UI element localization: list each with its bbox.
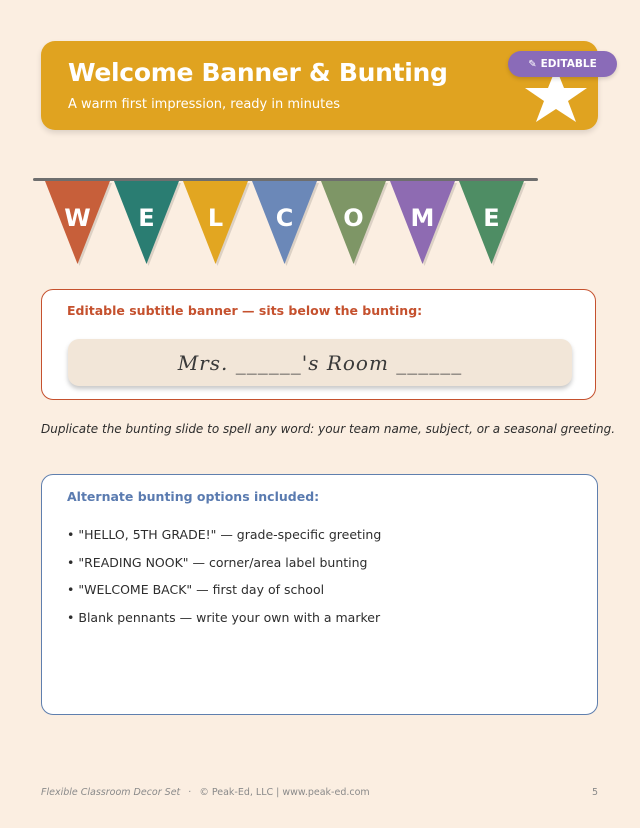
pennant-letter: C xyxy=(275,204,294,232)
subtitle-banner-panel xyxy=(41,289,596,400)
editable-badge-label: EDITABLE xyxy=(540,58,597,70)
footer xyxy=(41,787,370,798)
pennant-letter: O xyxy=(343,204,364,232)
list-item: • "READING NOOK" — corner/area label bunting xyxy=(67,554,368,570)
list-item: • Blank pennants — write your own with a marker xyxy=(67,610,381,626)
pennant-m-5 xyxy=(390,181,457,266)
options-heading: Alternate bunting options included: xyxy=(67,489,320,504)
list-item-text: "HELLO, 5TH GRADE!" — grade-specific greeting xyxy=(78,527,382,542)
list-item: • "HELLO, 5TH GRADE!" — grade-specific greeting xyxy=(67,527,382,542)
footer-set-name: Flexible Classroom Decor Set xyxy=(41,787,181,798)
subtitle-banner-label: Editable subtitle banner — sits below the bunting: xyxy=(67,303,423,318)
pennant-c-3 xyxy=(252,181,319,266)
list-item-text: Blank pennants — write your own with a marker xyxy=(78,610,381,626)
list-item-text: "WELCOME BACK" — first day of school xyxy=(78,582,325,598)
options-list xyxy=(67,525,381,636)
instruction-note: Duplicate the bunting slide to spell any word: your team name, subject, or a seasonal greeting. xyxy=(41,422,616,436)
pennant-o-4 xyxy=(321,181,388,266)
editable-name-plate[interactable] xyxy=(68,339,572,386)
pennant-w-0 xyxy=(45,181,112,266)
list-item-text: "READING NOOK" — corner/area label bunting xyxy=(78,554,368,570)
pencil-icon: ✎ xyxy=(528,58,537,70)
pennant-letter: E xyxy=(138,204,155,232)
bunting xyxy=(0,0,640,280)
page-subtitle: A warm first impression, ready in minutes xyxy=(68,97,340,112)
page-title: Welcome Banner & Bunting xyxy=(68,58,448,87)
pennant-letter: W xyxy=(64,204,91,232)
pennant-letter: L xyxy=(207,204,224,232)
list-item: • "WELCOME BACK" — first day of school xyxy=(67,582,325,598)
footer-separator: · xyxy=(188,787,192,798)
pennant-l-2 xyxy=(183,181,250,266)
alternate-options-panel xyxy=(41,474,598,715)
page-number: 5 xyxy=(592,787,599,798)
pennant-e-6 xyxy=(459,181,526,266)
pennant-letter: M xyxy=(410,204,435,232)
pennant-e-1 xyxy=(114,181,181,266)
name-plate-text[interactable]: Mrs. ______'s Room ______ xyxy=(177,350,463,375)
pennant-letter: E xyxy=(483,204,500,232)
footer-copyright: © Peak-Ed, LLC | www.peak-ed.com xyxy=(199,787,370,798)
